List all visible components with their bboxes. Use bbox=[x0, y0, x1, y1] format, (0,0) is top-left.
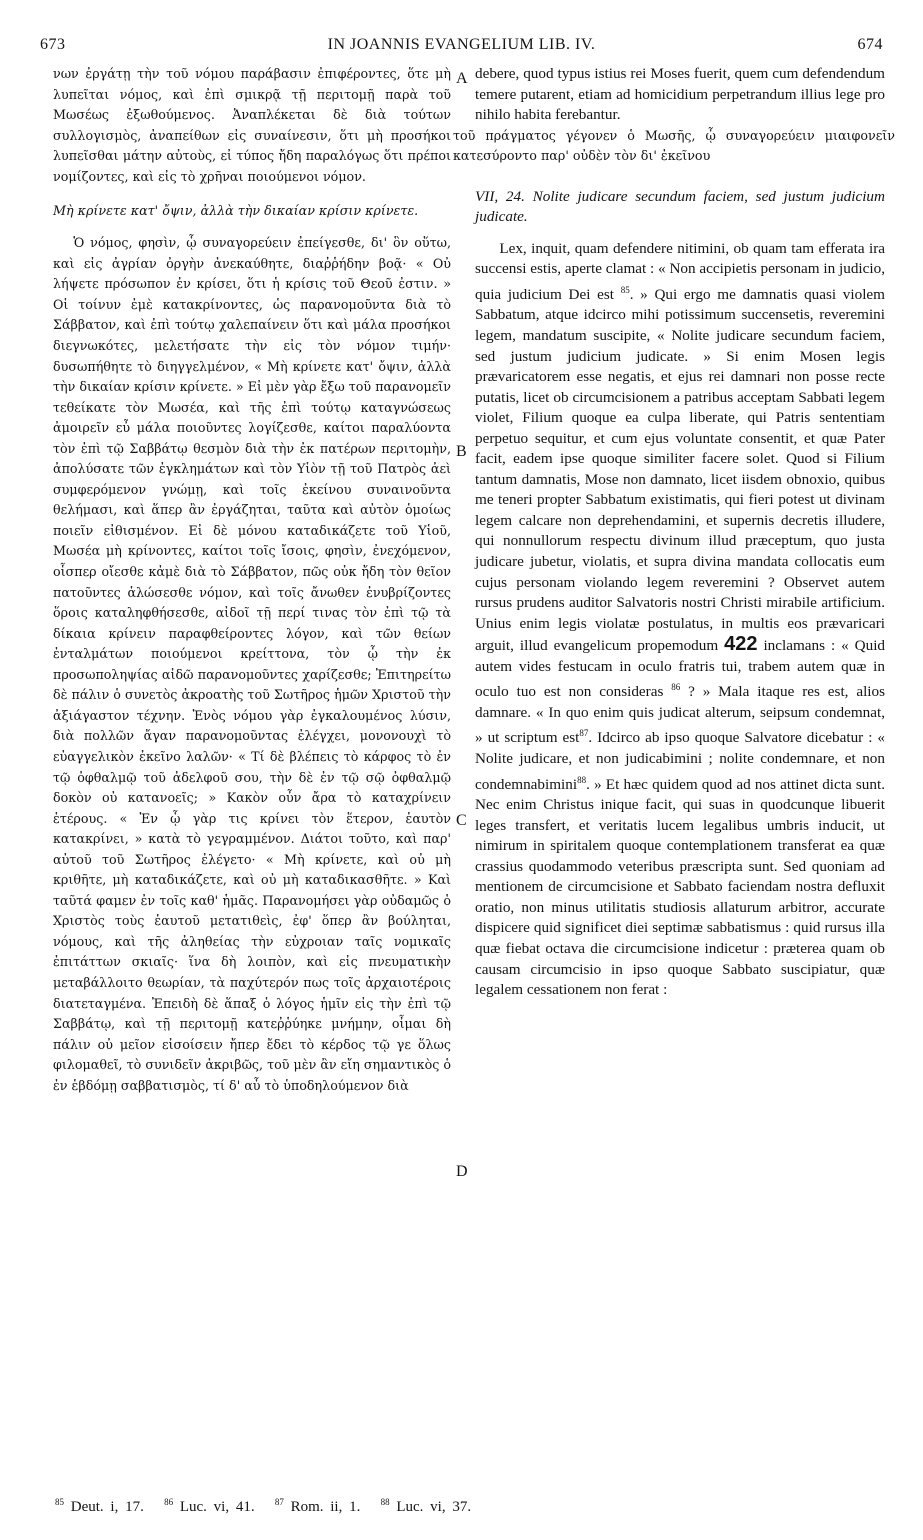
latin-paragraph-2 bbox=[475, 239, 885, 1001]
section-marker-c: C bbox=[456, 812, 467, 829]
latin-paragraph-1: debere, quod typus istius rei Moses fuerit, quem cum defendendum temere putarent, etiam ad homicidium perpetrandum illius lege pro nihilo habita ferebantur. bbox=[475, 65, 885, 124]
footnote-ref-86: 86 bbox=[671, 682, 681, 693]
latin-greek-line: τοῦ πράγματος γέγονεν ὁ Μωσῆς, ᾧ συναγορεύειν μιαιφονεῖν κατεσύροντο παρ' οὐδὲν τὸν δι' ἐκεῖνου bbox=[453, 127, 895, 164]
footnote-87: Rom. ii, 1. bbox=[290, 1499, 361, 1515]
greek-paragraph-2: Ὁ νόμος, φησὶν, ᾧ συναγορεύειν ἐπείγεσθε, δι' ὃν οὕτω, καὶ εἰς ἀγρίαν ὀργὴν ἀνεκαύθητε, διαῤῥήδην βοᾷ· « Οὐ λήψετε πρόσωπον ἐν κρίσει, ὅτι ἡ κρίσις τοῦ Θεοῦ ἐστιν. » Οἱ τοίνυν ἐμὲ κατακρίνοντες, ὡς παρανομοῦντα διὰ τὸ Σάββατον, καὶ ἐπὶ τούτῳ χαλεπαίνειν ὅτι καὶ μάλα προσήκοι διεγνωκότες, μελετήσατε τὴν εἰς τὸν νόμον τιμήν· δυσωπήθητε τὸ διηγγελμένον, « Μὴ κρίνετε κατ' ὄψιν, ἀλλὰ τὴν δικαίαν κρίσιν κρίνετε. » Εἰ μὲν γὰρ ἔξω τοῦ παρανομεῖν τεθείκατε τὸν Μωσέα, καὶ τῆς ἐπὶ τούτῳ καταγνώσεως ἀμοιρεῖν εὖ μάλα ποιοῦντες λογίζεσθε, καίτοι παραλύοντα τὸν ἐπὶ τῷ Σαββάτῳ θεσμὸν διὰ τὴν ἐκ πατέρων περιτομὴν, ἀπολύσατε τῶν ἐγκλημάτων καὶ τὸν Υἱὸν τῇ τοῦ Πατρὸς ἀεὶ συμφερόμενον γνώμῃ, καὶ τοῖς ἐκείνου συναινοῦντα θελήμασι, καὶ ἅπερ ἂν ἐργάζηται, ταῦτα καὶ αὐτὸν ὁμοίως ποιεῖν εἰθισμένον. Εἰ δὲ μόνου καταδικάζετε τοῦ Υἱοῦ, Μωσέα μὴ κρίνοντες, καίτοι τοῖς ἴσοις, φησὶν, ἐνεχόμενον, οἷσπερ οἴεσθε κἀμὲ διὰ τὸ Σάββατον, πῶς οὐκ ἤδη τὸν θεῖον πατοῦντες ἁλώσεσθε νόμον, καὶ τοῖς ἄνωθεν ἐνυβρίζοντες ὅροις καταληφθήσεσθε, αἰδοῖ τῇ περί τινας τὸν ἐπὶ τῷ τὰ δίκαια κρίνειν παραφθείροντες λόγον, καὶ τῶν θείων ἐνταλμάτων ποιούμενοι κρείττονα, τὸν ᾧ τὴν ἐκ προσωποληψίας αἰδῶ παρανομοῦντες χαρίζεσθε; Ἐπιτηρείτω δὲ πάλιν ὁ συνετὸς ἀκροατὴς τοῦ Σωτῆρος ἡμῶν Χριστοῦ τὴν ἀξιάγαστον τέχνην. Ἑνὸς νόμου γὰρ ἐγκαλουμένος λύσιν, διὰ πολλῶν ἄγαν παρανομοῦντας ἐλέγχει, μονονουχὶ τὸ εὐαγγελικὸν ἐκεῖνο λαλῶν· « Τί δὲ βλέπεις τὸ κάρφος τὸ ἐν τῷ ὀφθαλμῷ τοῦ ἀδελφοῦ σου, τὴν δὲ ἐν τῷ σῷ ὀφθαλμῷ δοκὸν οὐ κατανοεῖς; » Κακὸν οὖν ἄρα τὸ καταχρίνειν ἑτέρους. « Ἐν ᾧ γὰρ τις κρίνει τὸν ἕτερον, ἑαυτὸν κατακρίνει, » κατὰ τὸ γεγραμμένον. Διάτοι τοῦτο, καὶ παρ' αὐτοῦ τοῦ Σωτῆρος ἐλέγετο· « Μὴ κρίνετε, καὶ οὐ μὴ κριθῆτε, μὴ καταδικάζετε, καὶ οὐ μὴ καταδικασθῆτε. » Καὶ ταῦτά φαμεν ἐν τοῖς καθ' ἡμᾶς. Παρανομήσει γὰρ οὐδαμῶς ὁ Χριστὸς τοὺς ἑαυτοῦ μετατιθεὶς, ἐφ' ὅπερ ἂν βούληται, νόμους, καὶ τῆς ἀληθείας τὴν εὐχροιαν ταῖς νομικαῖς ἐπιτάττων σκιαῖς· ἵνα δὴ λοιπὸν, καὶ εἰς πνευματικὴν μεταβάλλοιτο θεωρίαν, τὰ παχύτερόν πως τοῖς ἀρχαιοτέροις διατεταγμένα. Ἐπειδὴ δὲ ἅπαξ ὁ λόγος ἡμῖν εἰς τὴν ἐπὶ τῷ Σαββάτῳ, καὶ τῇ περιτομῇ κατεῤῥύηκε μνήμην, οἶμαι δὴ πάλιν οὐ μεῖον εἰσοίσειν ἤπερ ἔδει τὸ κέρδος τῷ γε ὅλως φιλομαθεῖ, τὸ συνιδεῖν ἀκριβῶς, τοῦ μὲν ἂν εἴη σημαντικὸς ὁ ἐν ἑβδόμῃ σαββατισμὸς, τί δ' αὖ τὸ ὑποδηλούμενον διὰ bbox=[53, 235, 451, 1093]
footnote-ref-85: 85 bbox=[620, 284, 630, 295]
footnote-num-85: 85 bbox=[55, 1497, 64, 1507]
greek-lemma-heading: Μὴ κρίνετε κατ' ὄψιν, ἀλλὰ τὴν δικαίαν κρίσιν κρίνετε. bbox=[53, 203, 419, 219]
footnote-num-86: 86 bbox=[164, 1497, 174, 1507]
latin-text-d: ? » Mala itaque res est, alios damnare. « In quo enim quis judicat alterum, seipsum condemnat, » ut scriptum est bbox=[475, 683, 886, 747]
footnote-ref-87: 87 bbox=[579, 728, 589, 739]
footnote-num-88: 88 bbox=[380, 1497, 390, 1507]
section-marker-b: B bbox=[456, 443, 467, 460]
latin-lemma-heading: VII, 24. Nolite judicare secundum faciem, sed justum judicium judicate. bbox=[475, 187, 885, 225]
greek-paragraph-1: νων ἐργάτῃ τὴν τοῦ νόμου παράβασιν ἐπιφέροντες, ὅτε μὴ λυπεῖται νόμος, καὶ ἐπὶ σμικρᾷ τῇ περιτομῇ παρὰ τοῦ Μωσέως ἐξωθούμενος. Ἀναπλέκεται δὲ διὰ τούτων συλλογισμὸς, ἀναπείθων εἰς συναίνεσιν, ὅτι μὴ προσήκοι λυπεῖσθαι μάτην αὐτοὺς, εἰ τύπος ἤδη παραλόγως ὅτι πρέποι νομίζοντες, καὶ εἰς τὸ χρῆναι ποιούμενοι νόμον. bbox=[53, 66, 451, 184]
footnote-86: Luc. vi, 41. bbox=[179, 1499, 255, 1515]
latin-column bbox=[453, 64, 895, 1001]
section-marker-a: A bbox=[456, 70, 468, 87]
margin-page-number: 422 bbox=[724, 633, 758, 656]
section-marker-d: D bbox=[456, 1163, 468, 1180]
latin-text-b: . » Qui ergo me damnatis quasi violem Sabbatum, atque idcirco mihi potissimum succensetis, reveremini legem, mandatum suscipite, « Nolite judicare secundum faciem, sed justum judicium judicate. » Si enim Mosen legis prævaricatorem esse negatis, et ejus rei damnari non posse recte putatis, licet ob circumcisionem a patribus acceptam Sabbati legem violet, Filium quoque ea culpa liberate, qui Patris sententiam perpetuo sequitur, et cum ejus voluntate consentit, et quæ Pater facit, eadem ipse quoque similiter facere solet. Quod si Filium tantum damnatis, Mose non damnato, licet iisdem obnoxio, quibus me teneri propter Sabbatum existimatis, qui fieri potest ut divinam legem calcare non deprehendamini, et supernis decretis illudere, qui nonnullorum respectu divinum illud præceptum, quo justa judicare jubetur, violatis, et supra divina mandata collocatis eum cujus personam violando legem reveremini ? Observet autem rursus prudens auditor Salvatoris nostri Christi mirabile artificium. Unius enim legis violatæ postulatus, in multis eos prævaricari arguit, illud evangelicum propemodum bbox=[475, 285, 885, 655]
footnote-88: Luc. vi, 37. bbox=[396, 1499, 472, 1515]
left-page-number: 673 bbox=[40, 36, 66, 53]
latin-text-e: . Idcirco ab ipso quoque Salvatore dicebatur : « Nolite judicare, et non judicabimini ; nolite condemnare, et non condemnabimini bbox=[475, 729, 885, 793]
running-title: IN JOANNIS EVANGELIUM LIB. IV. bbox=[327, 36, 596, 53]
latin-text-c: inclamans : « Quid autem vides festucam in oculo fratris tui, trabem autem quæ in oculo tuo est non consideras bbox=[475, 637, 886, 701]
latin-text-a: Lex, inquit, quam defendere nitimini, ob quam tam efferata ira succensi estis, aperte clamat : « Non accipietis personam in judicio, quia judicium Dei est bbox=[475, 239, 885, 303]
greek-column bbox=[53, 64, 451, 1096]
footnote-85: Deut. i, 17. bbox=[70, 1499, 144, 1515]
footnote-ref-88: 88 bbox=[577, 774, 587, 785]
right-page-number: 674 bbox=[857, 36, 883, 53]
footnote-num-87: 87 bbox=[274, 1497, 284, 1507]
footnotes bbox=[55, 1497, 471, 1516]
running-header bbox=[40, 36, 883, 58]
latin-text-f: . » Et hæc quidem quod ad nos attinet dicta sunt. Nec enim Christus inique facit, qui suas in quodcunque libuerit leges transfert, et veritatis lucem legalibus umbris inducit, ut nimirum in spiritalem quoque contemplationem transferat ea quæ crassius quodammodo veteribus præscripta sunt. Sed quoniam ad mentionem de circumcisione et Sabbato faciendam nostra defluxit oratio, non minus utilitatis studiosis allaturum arbitror, accurate dispicere quid significet diei septimæ sabbatismus : quid rursus illa quæ fiebat octava die circumcisione indicetur : præterea quam ob causam circumcisio in ipso quoque Sabbato suscipiatur, quæ legalem cessationem non ferat : bbox=[475, 775, 885, 999]
